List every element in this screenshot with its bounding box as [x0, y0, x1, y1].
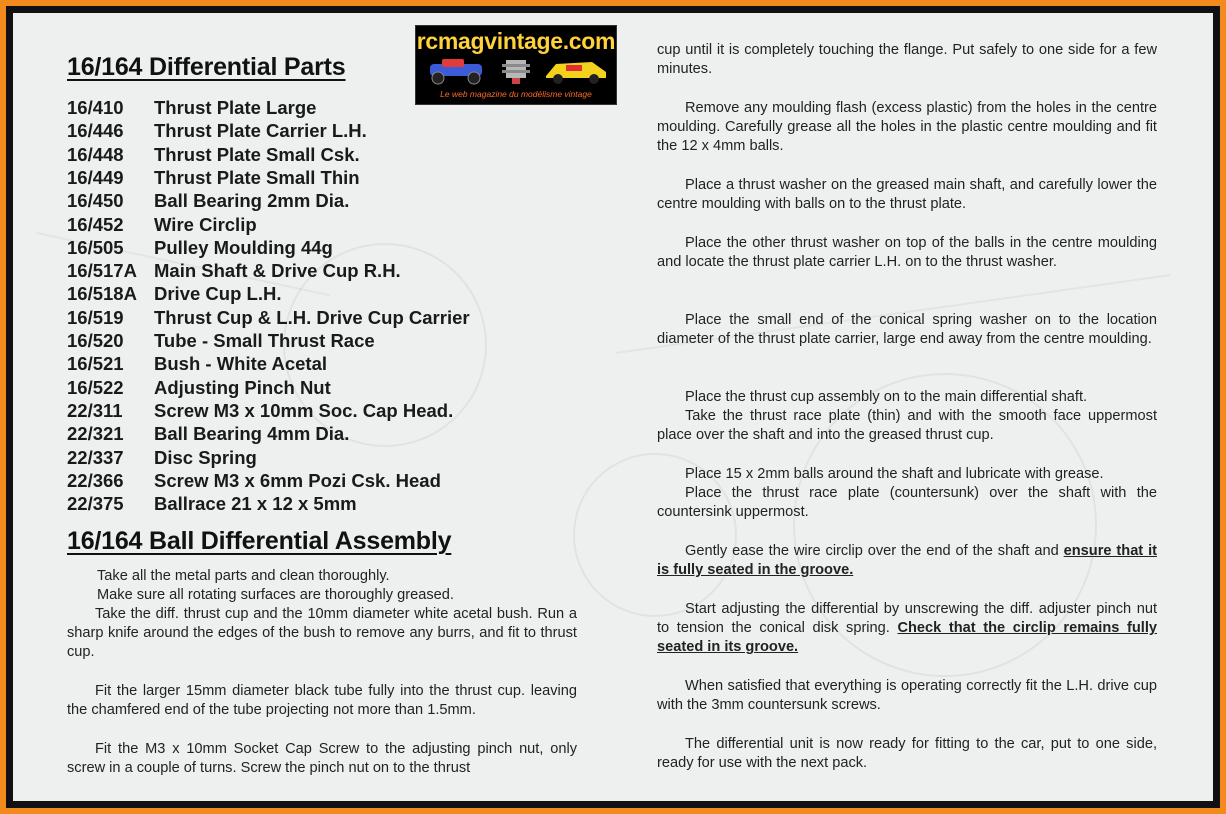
instruction-step: Remove any moulding flash (excess plastic) from the holes in the centre moulding. Carefully grease all the holes in the plastic centre moulding and fit the 12 x 4mm balls.	[657, 100, 1157, 155]
instruction-step: Place a thrust washer on the greased main shaft, and carefully lower the centre moulding with balls on to the thrust plate.	[657, 177, 1157, 213]
instruction-step: Make sure all rotating surfaces are thoroughly greased.	[97, 587, 454, 603]
part-name: Thrust Plate Small Thin	[154, 166, 360, 188]
parts-heading: 16/164 Differential Parts	[67, 53, 346, 81]
instruction-step: Fit the M3 x 10mm Socket Cap Screw to the adjusting pinch nut, only screw in a couple of turns. Screw the pinch nut on to the thrust	[67, 741, 577, 777]
part-name: Bush - White Acetal	[154, 353, 328, 375]
part-code: 22/321	[67, 423, 124, 445]
part-code: 22/375	[67, 493, 124, 515]
part-name: Thrust Cup & L.H. Drive Cup Carrier	[154, 306, 470, 328]
instruction-step: Place 15 x 2mm balls around the shaft and lubricate with grease.	[685, 466, 1104, 482]
part-code: 16/522	[67, 376, 124, 398]
part-name: Ball Bearing 2mm Dia.	[154, 190, 350, 212]
part-name: Disc Spring	[154, 446, 257, 468]
instruction-step: Start adjusting the differential by unscrewing the diff. adjuster pinch nut to tension the conical disk spring. Check that the circlip remains fully seated in its groove.	[657, 601, 1158, 656]
instruction-step: Take the thrust race plate (thin) and with the smooth face uppermost place over the shaft and into the greased thrust cup.	[657, 408, 1157, 444]
part-name: Tube - Small Thrust Race	[154, 330, 375, 351]
part-code: 16/448	[67, 143, 124, 165]
instruction-step: Place the thrust race plate (countersunk) over the shaft with the countersink uppermost.	[657, 485, 1157, 521]
instruction-step: Place the other thrust washer on top of the balls in the centre moulding and locate the thrust plate carrier L.H. on to the thrust washer.	[657, 235, 1157, 271]
part-code: 16/520	[67, 330, 124, 351]
instruction-step: The differential unit is now ready for fitting to the car, put to one side, ready for use with the next pack.	[657, 736, 1157, 772]
rc-car-icon	[424, 56, 494, 86]
part-name: Ballrace 21 x 12 x 5mm	[154, 493, 357, 515]
part-code: 16/446	[67, 120, 124, 142]
assembly-heading: 16/164 Ball Differential Assembly	[67, 527, 452, 555]
part-name: Screw M3 x 6mm Pozi Csk. Head	[154, 469, 441, 491]
part-code: 16/449	[67, 166, 124, 188]
part-code: 16/518A	[67, 283, 137, 305]
part-code: 16/505	[67, 236, 124, 258]
instruction-step: Place the small end of the conical spring washer on to the location diameter of the thrust plate carrier, large end away from the centre moulding.	[657, 312, 1157, 348]
part-code: 16/519	[67, 306, 124, 328]
part-code: 16/450	[67, 190, 124, 212]
site-logo	[415, 25, 617, 105]
instruction-step: Fit the larger 15mm diameter black tube fully into the thrust cup. leaving the chamfered end of the tube projecting not more than 1.5mm.	[67, 683, 577, 719]
emphasis-text: ensure that it is fully seated in the groove.	[657, 543, 1157, 579]
instruction-step: Take the diff. thrust cup and the 10mm diameter white acetal bush. Run a sharp knife around the edges of the bush to remove any burrs, and fit to thrust cup.	[67, 606, 577, 661]
instruction-step: cup until it is completely touching the flange. Put safely to one side for a few minutes.	[657, 42, 1157, 78]
part-name: Wire Circlip	[154, 213, 257, 235]
instruction-step: Take all the metal parts and clean thoroughly.	[97, 568, 390, 584]
part-code: 16/410	[67, 97, 124, 118]
part-name: Adjusting Pinch Nut	[154, 376, 331, 398]
part-code: 22/366	[67, 469, 124, 491]
emphasis-text: Check that the circlip remains fully seated in its groove.	[657, 620, 1158, 656]
part-name: Pulley Moulding 44g	[154, 236, 333, 258]
instruction-step: Place the thrust cup assembly on to the main differential shaft.	[685, 389, 1088, 405]
part-code: 16/517A	[67, 260, 137, 282]
part-name: Ball Bearing 4mm Dia.	[154, 423, 350, 445]
document-page	[6, 6, 1220, 808]
part-name: Thrust Plate Small Csk.	[154, 143, 360, 165]
instruction-step: Gently ease the wire circlip over the end of the shaft and ensure that it is fully seated in the groove.	[657, 543, 1157, 579]
part-code: 16/452	[67, 213, 124, 235]
part-name: Main Shaft & Drive Cup R.H.	[154, 260, 401, 282]
part-code: 22/337	[67, 446, 124, 468]
part-code: 16/521	[67, 353, 124, 375]
part-name: Drive Cup L.H.	[154, 283, 282, 305]
race-car-icon	[542, 56, 610, 86]
part-name: Thrust Plate Large	[154, 97, 317, 118]
part-name: Screw M3 x 10mm Soc. Cap Head.	[154, 399, 454, 421]
instruction-step: When satisfied that everything is operating correctly fit the L.H. drive cup with the 3mm countersunk screws.	[657, 678, 1157, 714]
part-code: 22/311	[67, 399, 123, 421]
engine-icon	[496, 56, 536, 86]
logo-title: rcmagvintage.com	[416, 28, 616, 54]
part-name: Thrust Plate Carrier L.H.	[154, 120, 367, 142]
logo-tagline: Le web magazine du modélisme vintage	[440, 89, 592, 99]
